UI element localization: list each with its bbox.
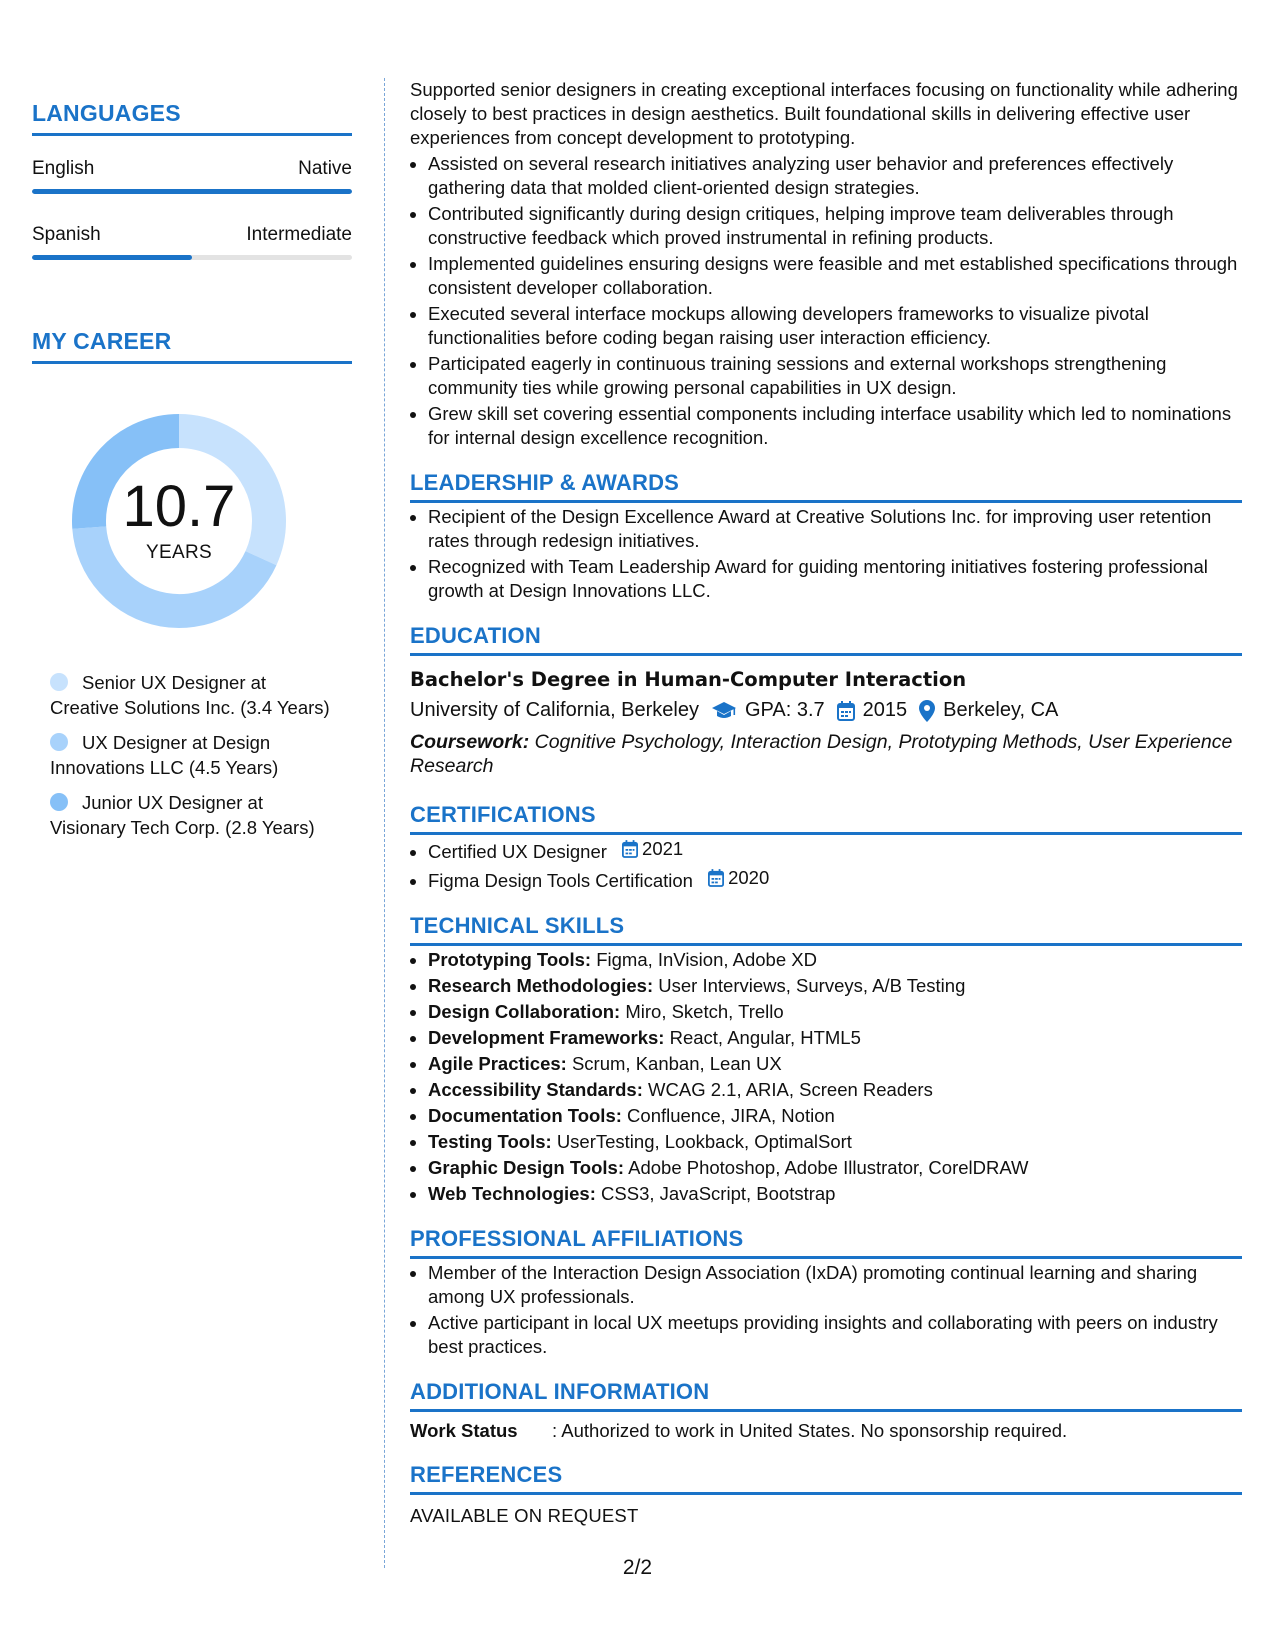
languages-heading: LANGUAGES: [32, 100, 352, 136]
skill-value: CSS3, JavaScript, Bootstrap: [601, 1183, 836, 1204]
language-name: Spanish: [32, 224, 101, 245]
certification-name: Certified UX Designer: [428, 841, 607, 862]
legend-label: Senior UX Designer at Creative Solutions Inc. (3.4 Years): [50, 672, 330, 718]
certifications-list: [410, 837, 1242, 893]
calendar-icon: [837, 701, 855, 721]
language-level-fill: [32, 189, 352, 194]
language-level: Native: [298, 158, 352, 179]
certification-year: 2021: [642, 838, 684, 859]
list-item: • Executed several interface mockups allowing developers frameworks to visualize pivotal functionalities before coding began raising user interaction efficiency.: [428, 302, 1242, 350]
experience-intro: Supported senior designers in creating exceptional interfaces focusing on functionality while adhering closely to best practices in design aesthetics. Built foundational skills in delivering effective user experiences from concept development to prototyping.: [410, 79, 1238, 148]
certification-item: [428, 866, 1242, 893]
language-english: [32, 158, 352, 194]
certification-year: 2020: [728, 867, 770, 888]
language-level-fill: [32, 255, 192, 260]
references-text: AVAILABLE ON REQUEST: [410, 1505, 639, 1526]
page-number: 2/2: [622, 1556, 653, 1579]
skills-heading: TECHNICAL SKILLS: [410, 913, 1242, 946]
list-item: • Participated eagerly in continuous training sessions and external workshops strengthening community ties while growing personal capabilities in UX design.: [428, 352, 1242, 400]
skill-value: UserTesting, Lookback, OptimalSort: [556, 1131, 852, 1152]
certification-date: [708, 866, 769, 890]
legend-dot: [50, 673, 68, 691]
skill-label: Documentation Tools:: [428, 1105, 622, 1126]
skill-label: Development Frameworks:: [428, 1027, 665, 1048]
skill-value: WCAG 2.1, ARIA, Screen Readers: [648, 1079, 933, 1100]
work-status-value: : Authorized to work in United States. No sponsorship required.: [552, 1420, 1068, 1441]
career-legend: [50, 670, 330, 840]
calendar-icon: [622, 840, 638, 858]
career-heading: MY CAREER: [32, 328, 352, 364]
skill-label: Graphic Design Tools:: [428, 1157, 624, 1178]
leadership-bullets: [410, 505, 1242, 603]
skill-item: [428, 1130, 1242, 1154]
list-item: • Recipient of the Design Excellence Award at Creative Solutions Inc. for improving user retention rates through redesign initiatives.: [428, 505, 1242, 553]
career-total-years: 10.7: [122, 474, 236, 539]
coursework-list: Cognitive Psychology, Interaction Design, Prototyping Methods, User Experience Research: [410, 731, 1233, 777]
list-item: • Implemented guidelines ensuring designs were feasible and met established specifications through consistent developer collaboration.: [428, 252, 1242, 300]
additional-heading: ADDITIONAL INFORMATION: [410, 1379, 1242, 1412]
certification-item: [428, 837, 1242, 864]
main-column: [410, 78, 1242, 1527]
language-name: English: [32, 158, 95, 179]
education-year: 2015: [862, 699, 908, 721]
work-status-row: [410, 1420, 1242, 1442]
skill-label: Web Technologies:: [428, 1183, 596, 1204]
skill-item: [428, 1078, 1242, 1102]
experience-bullets: [410, 152, 1242, 450]
list-item: • Recognized with Team Leadership Award for guiding mentoring initiatives fostering professional growth at Design Innovations LLC.: [428, 555, 1242, 603]
skill-value: Scrum, Kanban, Lean UX: [571, 1053, 782, 1074]
affiliations-bullets: [410, 1261, 1242, 1359]
column-divider: [384, 78, 385, 1568]
legend-dot: [50, 793, 68, 811]
skill-label: Testing Tools:: [428, 1131, 552, 1152]
language-level-bar: [32, 189, 352, 194]
language-spanish: [32, 224, 352, 260]
education-degree: Bachelor's Degree in Human-Computer Interaction: [410, 668, 967, 691]
skill-value: React, Angular, HTML5: [669, 1027, 861, 1048]
legend-dot: [50, 733, 68, 751]
certification-date: [622, 837, 683, 861]
education-coursework: [410, 730, 1242, 778]
list-item: • Member of the Interaction Design Association (IxDA) promoting continual learning and sharing among UX professionals.: [428, 1261, 1242, 1309]
skill-item: [428, 1182, 1242, 1206]
legend-label: UX Designer at Design Innovations LLC (4.5 Years): [50, 732, 279, 778]
skill-value: Confluence, JIRA, Notion: [627, 1105, 835, 1126]
skill-label: Agile Practices:: [428, 1053, 567, 1074]
work-status-label: Work Status: [410, 1420, 518, 1441]
list-item: • Grew skill set covering essential components including interface usability which led to nominations for internal design excellence recognition.: [428, 402, 1242, 450]
skill-value: Adobe Photoshop, Adobe Illustrator, CorelDRAW: [628, 1157, 1029, 1178]
skill-label: Accessibility Standards:: [428, 1079, 643, 1100]
language-level: Intermediate: [246, 224, 352, 245]
skill-value: User Interviews, Surveys, A/B Testing: [658, 975, 966, 996]
calendar-icon: [708, 869, 724, 887]
sidebar: [32, 100, 352, 850]
legend-item: [50, 790, 330, 840]
skill-item: [428, 948, 1242, 972]
education-heading: EDUCATION: [410, 623, 1242, 656]
graduation-cap-icon: [711, 701, 737, 721]
education-location: Berkeley, CA: [943, 699, 1059, 721]
language-level-bar: [32, 255, 352, 260]
leadership-heading: LEADERSHIP & AWARDS: [410, 470, 1242, 503]
location-pin-icon: [919, 700, 935, 722]
coursework-label: Coursework:: [410, 731, 530, 753]
education-school: University of California, Berkeley: [410, 699, 699, 721]
certifications-heading: CERTIFICATIONS: [410, 802, 1242, 835]
skill-item: [428, 1000, 1242, 1024]
list-item: • Assisted on several research initiatives analyzing user behavior and preferences effectively gathering data that molded client-oriented design strategies.: [428, 152, 1242, 200]
skill-label: Design Collaboration:: [428, 1001, 621, 1022]
skill-label: Research Methodologies:: [428, 975, 654, 996]
skill-item: [428, 974, 1242, 998]
legend-item: [50, 670, 330, 720]
skill-item: [428, 1026, 1242, 1050]
legend-item: [50, 730, 330, 780]
skill-item: [428, 1052, 1242, 1076]
skill-item: [428, 1156, 1242, 1180]
skill-item: [428, 1104, 1242, 1128]
skills-list: [410, 948, 1242, 1206]
list-item: • Contributed significantly during design critiques, helping improve team deliverables through constructive feedback which proved instrumental in refining products.: [428, 202, 1242, 250]
education-gpa: GPA: 3.7: [745, 699, 825, 721]
references-heading: REFERENCES: [410, 1462, 1242, 1495]
career-total-unit: YEARS: [146, 542, 212, 563]
certification-name: Figma Design Tools Certification: [428, 870, 693, 891]
skill-label: Prototyping Tools:: [428, 949, 592, 970]
legend-label: Junior UX Designer at Visionary Tech Corp. (2.8 Years): [50, 792, 315, 838]
skill-value: Miro, Sketch, Trello: [625, 1001, 784, 1022]
education-details: [410, 699, 1242, 722]
list-item: • Active participant in local UX meetups providing insights and collaborating with peers on industry best practices.: [428, 1311, 1242, 1359]
affiliations-heading: PROFESSIONAL AFFILIATIONS: [410, 1226, 1242, 1259]
career-donut-chart: [66, 408, 292, 634]
skill-value: Figma, InVision, Adobe XD: [596, 949, 817, 970]
